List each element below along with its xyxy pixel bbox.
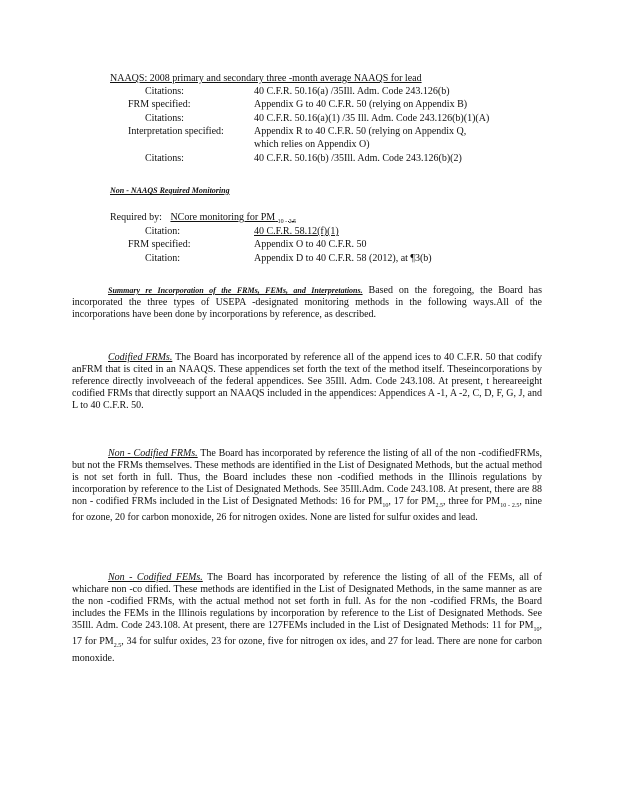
pm25-subscript: 2.5 <box>435 503 444 510</box>
row-value: 40 C.F.R. 58.12(f)(1) <box>254 226 339 237</box>
row-value: 40 C.F.R. 50.16(b) /35Ill. Adm. Code 243.126(b)(2) <box>254 153 462 164</box>
noncodified-fems-paragraph <box>72 572 542 665</box>
pm10-subscript: 10 <box>533 627 540 634</box>
non-naaqs-heading: Non - NAAQS Required Monitoring <box>110 186 230 195</box>
noncodified-frms-text-e: , nine for ozone, 20 for carbon monoxide, 26 for nitrogen oxides. None are listed for sulfur oxides and lead. <box>72 496 542 524</box>
row-value: Appendix D to 40 C.F.R. 58 (2012), at ¶3(b) <box>254 253 432 264</box>
row-value: 40 C.F.R. 50.16(a) /35Ill. Adm. Code 243.126(b) <box>254 86 450 97</box>
row-value: Appendix G to 40 C.F.R. 50 (relying on Appendix B) <box>254 99 468 110</box>
row-label: FRM specified: <box>128 239 191 250</box>
noncodified-frms-text: The Board has incorporated by reference the listing of all of the non -codifiedFRMs, but not the FRMs themselves. These methods are identified in the List of Designated Methods, but the actual method is not set forth in full. Thus, the Board includes these non -codified methods in the Illinois regulations by incorporation by reference to the List of Designated Methods. <box>72 448 542 496</box>
noncodified-frms-text-b: See 35Ill.Adm. Code 243.108. At present, there are 88 non - codified FRMs included in the List of Designated Methods: 16 for PM <box>72 484 543 508</box>
required-by-text: NCore monitoring for PM <box>170 212 276 223</box>
row-value: 40 C.F.R. 50.16(a)(1) /35 Ill. Adm. Code 243.126(b)(1)(A) <box>254 113 490 124</box>
row-value: Appendix O to 40 C.F.R. 50 <box>254 239 367 250</box>
codified-frms-text: The Board has incorporated by reference all of the append ices to 40 C.F.R. 50 that codify anFRM that is cited in an NAAQS. These appendices set forth the text of the method itself. Theseincorporations by reference directly involveeach of the federal appendices. See 35Ill. Adm. Code 243.108. At present, t hereareeight codified FRMs that directly support an NAAQS included in the appendices: Appendices A -1, A -2, C, D, F, G, J, and L to 40 C.F.R. 50. <box>72 352 542 412</box>
row-value: which relies on Appendix O) <box>254 139 370 150</box>
noncodified-frms-text-d: , three for PM <box>443 496 501 508</box>
summary-text: Based on the foregoing, the Board has incorporated the three types of USEPA -designated monitoring methods in the following ways.All of the incorporations have been done by incorporations by reference, as described. <box>72 285 542 321</box>
row-label: Citations: <box>145 113 184 124</box>
noncodified-fems-text-b: See 35Ill. Adm. Code 243.108. At present, there are 127FEMs included in the List of Designated Methods: 11 for PM <box>72 608 543 632</box>
noncodified-fems-text-d: , 34 for sulfur oxides, 23 for ozone, five for nitrogen ox ides, and 27 for lead. There are none for carbon monoxide. <box>72 636 542 664</box>
required-by-subscript: 10 - 2.5 <box>277 219 297 225</box>
required-by-label: Required by: <box>110 212 162 223</box>
row-label: Citations: <box>145 153 184 164</box>
noncodified-fems-heading: Non - Codified FEMs. <box>108 572 203 583</box>
required-by-value <box>170 212 296 223</box>
row-label: FRM specified: <box>128 99 191 110</box>
noncodified-frms-paragraph <box>72 448 542 525</box>
noncodified-fems-text-c: , 17 for PM <box>72 620 542 648</box>
noncodified-fems-text: The Board has incorporated by reference the listing of all of the FEMs, all of whichare non -co dified. These methods are identified in the List of Designated Methods, in the same manner as are the non -codified FRMs, with the actual method not set forth in full. As for the non -codified FRMs, the Board includes the FEMs in the Illinois regulations by incorporation by reference to the List of Designated Methods. <box>72 572 542 620</box>
codified-frms-paragraph <box>72 352 542 412</box>
codified-frms-heading: Codified FRMs. <box>108 352 173 363</box>
row-value: Appendix R to 40 C.F.R. 50 (relying on Appendix Q, <box>254 126 467 137</box>
row-label: Citation: <box>145 253 180 264</box>
pm25-subscript: 2.5 <box>113 643 122 650</box>
summary-heading: Summary re Incorporation of the FRMs, FEMs, and Interpretations. <box>108 286 363 295</box>
row-label: Citation: <box>145 226 180 237</box>
naaqs-heading: NAAQS: 2008 primary and secondary three -month average NAAQS for lead <box>110 73 422 84</box>
pm10-subscript: 10 <box>382 503 389 510</box>
noncodified-frms-heading: Non - Codified FRMs. <box>108 448 198 459</box>
summary-paragraph <box>72 285 542 321</box>
noncodified-frms-text-c: , 17 for PM <box>388 496 436 508</box>
row-label: Citations: <box>145 86 184 97</box>
pm1025-subscript: 10 - 2.5 <box>500 503 520 510</box>
row-label: Interpretation specified: <box>128 126 224 137</box>
